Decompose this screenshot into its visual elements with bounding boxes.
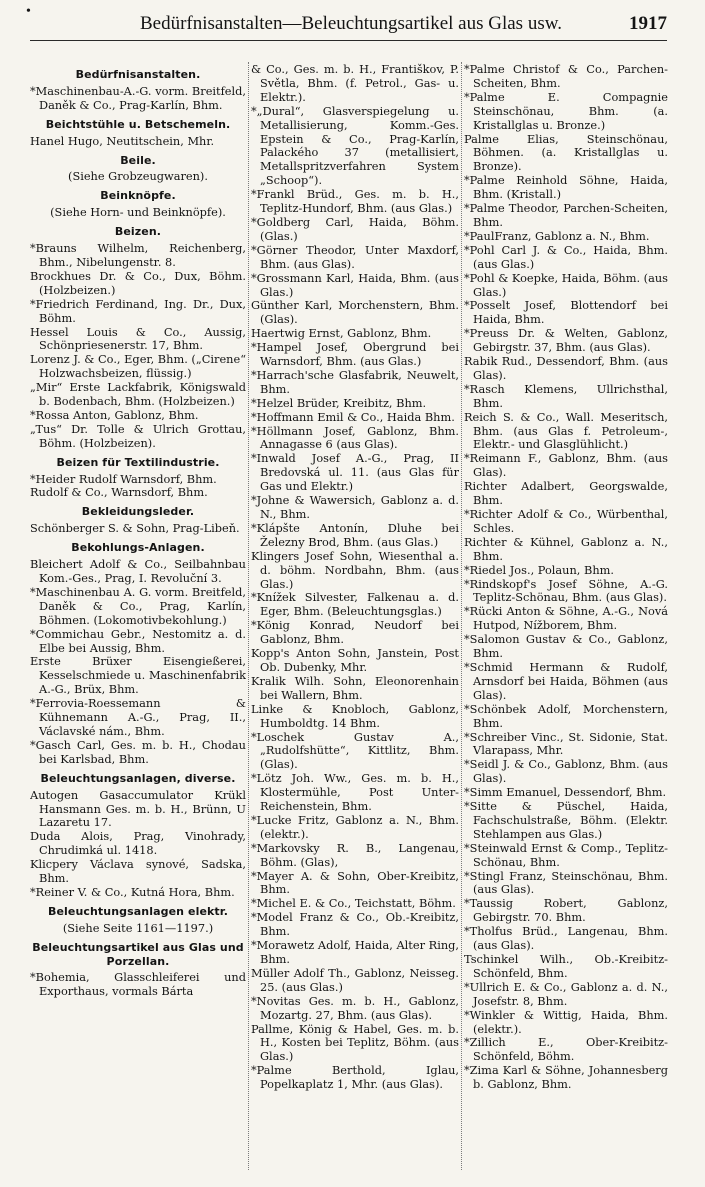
directory-entry: Richter Adalbert, Georgswalde, Bhm. (464, 479, 668, 508)
directory-entry: *Michel E. & Co., Teichstatt, Böhm. (251, 896, 456, 911)
directory-entry: *„Dural“, Glasverspiegelung u. Metallisierung, Komm.-Ges. Epstein & Co., Prag-Karlín, Palackého 37 (metallisiert, Metallspritzverfahren System „Schoop“). (251, 103, 459, 188)
directory-entry: *Palme Reinhold Söhne, Haida, Bhm. (Kristall.) (464, 173, 668, 202)
directory-entry: Autogen Gasaccumulator Krükl Hansmann Ges. m. b. H., Brünn, U Lazaretu 17. (30, 787, 246, 830)
directory-entry: *König Konrad, Neudorf bei Gablonz, Bhm. (251, 618, 459, 647)
directory-entry: *Rindskopf's Josef Söhne, A.-G. Teplitz-Schönau, Bhm. (aus Glas). (464, 576, 668, 605)
directory-entry: Lorenz J. & Co., Eger, Bhm. („Cirene“ Holzwachsbeizen, flüssig.) (30, 352, 246, 381)
directory-entry: *Schreiber Vinc., St. Sidonie, Stat. Vlarapass, Mhr. (464, 729, 668, 758)
directory-entry: *Helzel Brüder, Kreibitz, Bhm. (251, 395, 427, 410)
directory-entry: *Mayer A. & Sohn, Ober-Kreibitz, Bhm. (251, 868, 459, 897)
directory-entry: *Morawetz Adolf, Haida, Alter Ring, Bhm. (251, 938, 459, 966)
directory-entry: *Lucke Fritz, Gablonz a. N., Bhm. (elektr.). (251, 812, 459, 841)
directory-entry: *Pohl Carl J. & Co., Haida, Bhm. (aus Glas.) (464, 242, 668, 271)
directory-entry: *Palme Christof & Co., Parchen-Scheiten, Bhm. (464, 63, 668, 90)
directory-entry: „Mir“ Erste Lackfabrik, Königswald b. Bodenbach, Bhm. (Holzbeizen.) (30, 380, 246, 409)
directory-entry: *Maschinenbau A. G. vorm. Breitfeld, Daněk & Co., Prag, Karlín, Böhmen. (Lokomotivbekohlung.) (30, 584, 246, 627)
cross-reference: (Siehe Seite 1161—1197.) (62, 920, 214, 935)
directory-entry: *Brauns Wilhelm, Reichenberg, Bhm., Nibelungenstr. 8. (30, 241, 246, 269)
directory-entry: *Novitas Ges. m. b. H., Gablonz, Mozartg. 27, Bhm. (aus Glas). (251, 993, 459, 1022)
running-title: Bedürfnisanstalten—Beleuchtungsartikel aus Glas usw. (140, 13, 562, 34)
directory-entry: Pallme, König & Habel, Ges. m. b. H., Kosten bei Teplitz, Böhm. (aus Glas.) (251, 1021, 459, 1064)
directory-entry: *Seidl J. & Co., Gablonz, Bhm. (aus Glas). (464, 757, 668, 786)
section-heading: Beichtstühle u. Betschemeln. (45, 117, 231, 131)
directory-entry: Klingers Josef Sohn, Wiesenthal a. d. böhm. Nordbahn, Bhm. (aus Glas.) (251, 548, 459, 591)
directory-entry: *Rücki Anton & Söhne, A.-G., Nová Hutpod, Nížborem, Bhm. (464, 604, 668, 633)
section-heading: Beizen für Textilindustrie. (56, 455, 220, 469)
section-heading: Beile. (120, 153, 156, 167)
section-heading: Beizen. (114, 225, 162, 239)
column-divider (461, 62, 462, 1170)
directory-entry: *Görner Theodor, Unter Maxdorf, Bhm. (aus Glas). (251, 242, 459, 271)
directory-entry: *Rossa Anton, Gablonz, Bhm. (30, 407, 199, 422)
directory-entry: *Simm Emanuel, Dessendorf, Bhm. (464, 785, 667, 800)
directory-entry: *Loschek Gustav A., „Rudolfshütte“, Kittlitz, Bhm. (Glas). (251, 729, 459, 772)
directory-entry: Kralik Wilh. Sohn, Eleonorenhain bei Wallern, Bhm. (251, 673, 459, 702)
directory-entry: Bleichert Adolf & Co., Seilbahnbau Kom.-Ges., Prag, I. Revoluční 3. (30, 557, 246, 585)
directory-entry: *Schönbek Adolf, Morchenstern, Bhm. (464, 701, 668, 730)
directory-entry: *Model Franz & Co., Ob.-Kreibitz, Bhm. (251, 910, 459, 939)
directory-entry: Schönberger S. & Sohn, Prag-Libeň. (30, 521, 240, 536)
directory-entry: *Frankl Brüd., Ges. m. b. H., Teplitz-Hundorf, Bhm. (aus Glas.) (251, 187, 459, 216)
directory-entry: Erste Brüxer Eisengießerei, Kesselschmiede u. Maschinenfabrik A.-G., Brüx, Bhm. (30, 654, 246, 697)
directory-entry: „Tus“ Dr. Tolle & Ulrich Grottau, Böhm. (Holzbeizen). (30, 421, 246, 450)
directory-entry: *Markovsky R. B., Langenau, Böhm. (Glas), (251, 840, 459, 869)
directory-entry: *Winkler & Wittig, Haida, Bhm. (elektr.). (464, 1007, 668, 1036)
directory-entry: Haertwig Ernst, Gablonz, Bhm. (251, 326, 432, 341)
directory-entry: *Zima Karl & Söhne, Johannesberg b. Gablonz, Bhm. (464, 1063, 668, 1092)
section-heading: Bedürfnisanstalten. (75, 68, 201, 81)
directory-entry: *Gasch Carl, Ges. m. b. H., Chodau bei Karlsbad, Bhm. (30, 737, 246, 766)
column-3 (464, 63, 668, 1173)
directory-entry: *Harrach'sche Glasfabrik, Neuwelt, Bhm. (251, 367, 459, 396)
directory-entry: Linke & Knobloch, Gablonz, Humboldtg. 14 Bhm. (251, 701, 459, 730)
section-heading: Beinknöpfe. (100, 189, 176, 203)
directory-entry: *Maschinenbau-A.-G. vorm. Breitfeld, Daněk & Co., Prag-Karlín, Bhm. (30, 83, 246, 112)
directory-entry: *Friedrich Ferdinand, Ing. Dr., Dux, Böhm. (30, 296, 246, 325)
directory-entry: *Rasch Klemens, Ullrichsthal, Bhm. (464, 381, 668, 410)
directory-entry: *Ullrich E. & Co., Gablonz a. d. N., Josefstr. 8, Bhm. (464, 979, 668, 1008)
directory-entry: *Inwald Josef A.-G., Prag, II Bredovská ul. 11. (aus Glas für Gas und Elektr.) (251, 451, 459, 494)
directory-entry: *Commichau Gebr., Nestomitz a. d. Elbe bei Aussig, Bhm. (30, 626, 246, 655)
directory-entry: *Goldberg Carl, Haida, Böhm. (Glas.) (251, 214, 459, 243)
directory-entry: & Co., Ges. m. b. H., Františkov, P. Světla, Bhm. (f. Petrol., Gas- u. Elektr.). (251, 63, 459, 104)
directory-entry: Reich S. & Co., Wall. Meseritsch, Bhm. (aus Glas f. Petroleum-, Elektr.- und Glasglühlicht.) (464, 409, 668, 452)
section-heading: Bekohlungs-Anlagen. (71, 541, 205, 555)
directory-entry: *Ferrovia-Roessemann & Kühnemann A.-G., Prag, II., Václavské nám., Bhm. (30, 696, 246, 738)
directory-entry: *Höllmann Josef, Gablonz, Bhm. Annagasse 6 (aus Glas). (251, 423, 459, 452)
directory-entry: Hessel Louis & Co., Aussig, Schönpriesenerstr. 17, Bhm. (30, 324, 246, 353)
page-header (26, 4, 667, 41)
directory-entry: *Posselt Josef, Blottendorf bei Haida, Bhm. (464, 298, 668, 327)
directory-entry: *Schmid Hermann & Rudolf, Arnsdorf bei Haida, Böhmen (aus Glas). (464, 659, 668, 702)
directory-entry: *Bohemia, Glasschleiferei und Exporthaus, vormals Bárta (30, 970, 246, 999)
directory-entry: *Sitte & Püschel, Haida, Fachschulstraße, Böhm. (Elektr. Stehlampen aus Glas.) (464, 799, 668, 841)
directory-entry: Palme Elias, Steinschönau, Böhmen. (a. Kristallglas u. Bronze). (464, 131, 668, 174)
directory-entry: Rudolf & Co., Warnsdorf, Bhm. (30, 485, 208, 500)
directory-entry: *PaulFranz, Gablonz a. N., Bhm. (464, 228, 650, 243)
directory-entry: *Taussig Robert, Gablonz, Gebirgstr. 70. Bhm. (464, 896, 668, 925)
directory-entry: Brockhues Dr. & Co., Dux, Böhm. (Holzbeizen.) (30, 268, 246, 297)
directory-entry: *Palme Berthold, Iglau, Popelkaplatz 1, Mhr. (aus Glas). (251, 1063, 459, 1092)
directory-entry: *Grossmann Karl, Haida, Bhm. (aus Glas.) (251, 270, 459, 299)
directory-entry: *Tholfus Brüd., Langenau, Bhm. (aus Glas). (464, 924, 668, 953)
header-bullet: • (26, 4, 31, 19)
directory-entry: *Zillich E., Ober-Kreibitz-Schönfeld, Böhm. (464, 1035, 668, 1064)
directory-entry: *Palme E. Compagnie Steinschönau, Bhm. (a. Kristallglas u. Bronze.) (464, 89, 668, 132)
page-number: 1917 (629, 13, 667, 34)
section-heading: Beleuchtungsanlagen elektr. (47, 904, 229, 918)
directory-entry: *Salomon Gustav & Co., Gablonz, Bhm. (464, 632, 668, 661)
directory-entry: *Lötz Joh. Ww., Ges. m. b. H., Klostermühle, Post Unter-Reichenstein, Bhm. (251, 771, 459, 814)
section-heading: Bekleidungsleder. (81, 505, 195, 519)
directory-entry: *Reiner V. & Co., Kutná Hora, Bhm. (30, 884, 235, 899)
directory-entry: *Steinwald Ernst & Comp., Teplitz-Schönau, Bhm. (464, 840, 668, 869)
directory-entry: Rabik Rud., Dessendorf, Bhm. (aus Glas). (464, 354, 668, 382)
directory-entry: *Heider Rudolf Warnsdorf, Bhm. (30, 471, 217, 486)
directory-entry: *Hampel Josef, Obergrund bei Warnsdorf, Bhm. (aus Glas.) (251, 340, 459, 369)
directory-entry: *Reimann F., Gablonz, Bhm. (aus Glas). (464, 451, 668, 480)
section-heading: Beleuchtungsanlagen, diverse. (40, 771, 236, 785)
directory-entry: *Knížek Silvester, Falkenau a. d. Eger, Bhm. (Beleuchtungsglas.) (251, 590, 459, 619)
directory-entry: *Johne & Wawersich, Gablonz a. d. N., Bhm. (251, 493, 459, 521)
column-divider (248, 62, 249, 1170)
directory-entry: Klicpery Václava synové, Sadska, Bhm. (30, 857, 246, 886)
cross-reference: (Siehe Grobzeugwaren). (68, 169, 208, 184)
section-heading: Beleuchtungsartikel aus Glas und Porzellan. (32, 940, 244, 968)
column-1 (30, 63, 246, 1173)
directory-entry: *Preuss Dr. & Welten, Gablonz, Gebirgstr. 37, Bhm. (aus Glas). (464, 326, 668, 355)
directory-entry: *Pohl & Koepke, Haida, Böhm. (aus Glas.) (464, 270, 668, 299)
directory-entry: *Richter Adolf & Co., Würbenthal, Schles. (464, 507, 668, 535)
directory-entry: Günther Karl, Morchenstern, Bhm. (Glas). (251, 298, 459, 327)
directory-entry: Richter & Kühnel, Gablonz a. N., Bhm. (464, 534, 668, 563)
directory-entry: Tschinkel Wilh., Ob.-Kreibitz-Schönfeld, Bhm. (464, 952, 668, 980)
directory-entry: Kopp's Anton Sohn, Janstein, Post Ob. Dubenky, Mhr. (251, 646, 459, 674)
cross-reference: (Siehe Horn- und Beinknöpfe). (50, 205, 226, 220)
directory-entry: *Riedel Jos., Polaun, Bhm. (464, 562, 614, 577)
directory-entry: *Hoffmann Emil & Co., Haida Bhm. (251, 409, 455, 424)
directory-entry: Duda Alois, Prag, Vinohrady, Chrudimká ul. 1418. (30, 829, 246, 858)
directory-entry: *Klápšte Antonín, Dluhe bei Železny Brod, Bhm. (aus Glas.) (251, 520, 459, 549)
column-2 (251, 63, 459, 1173)
directory-entry: *Palme Theodor, Parchen-Scheiten, Bhm. (464, 201, 668, 229)
directory-entry: Müller Adolf Th., Gablonz, Neisseg. 25. (aus Glas.) (251, 965, 459, 994)
directory-entry: *Stingl Franz, Steinschönau, Bhm. (aus Glas). (464, 868, 668, 897)
directory-entry: Hanel Hugo, Neutitschein, Mhr. (30, 133, 215, 148)
